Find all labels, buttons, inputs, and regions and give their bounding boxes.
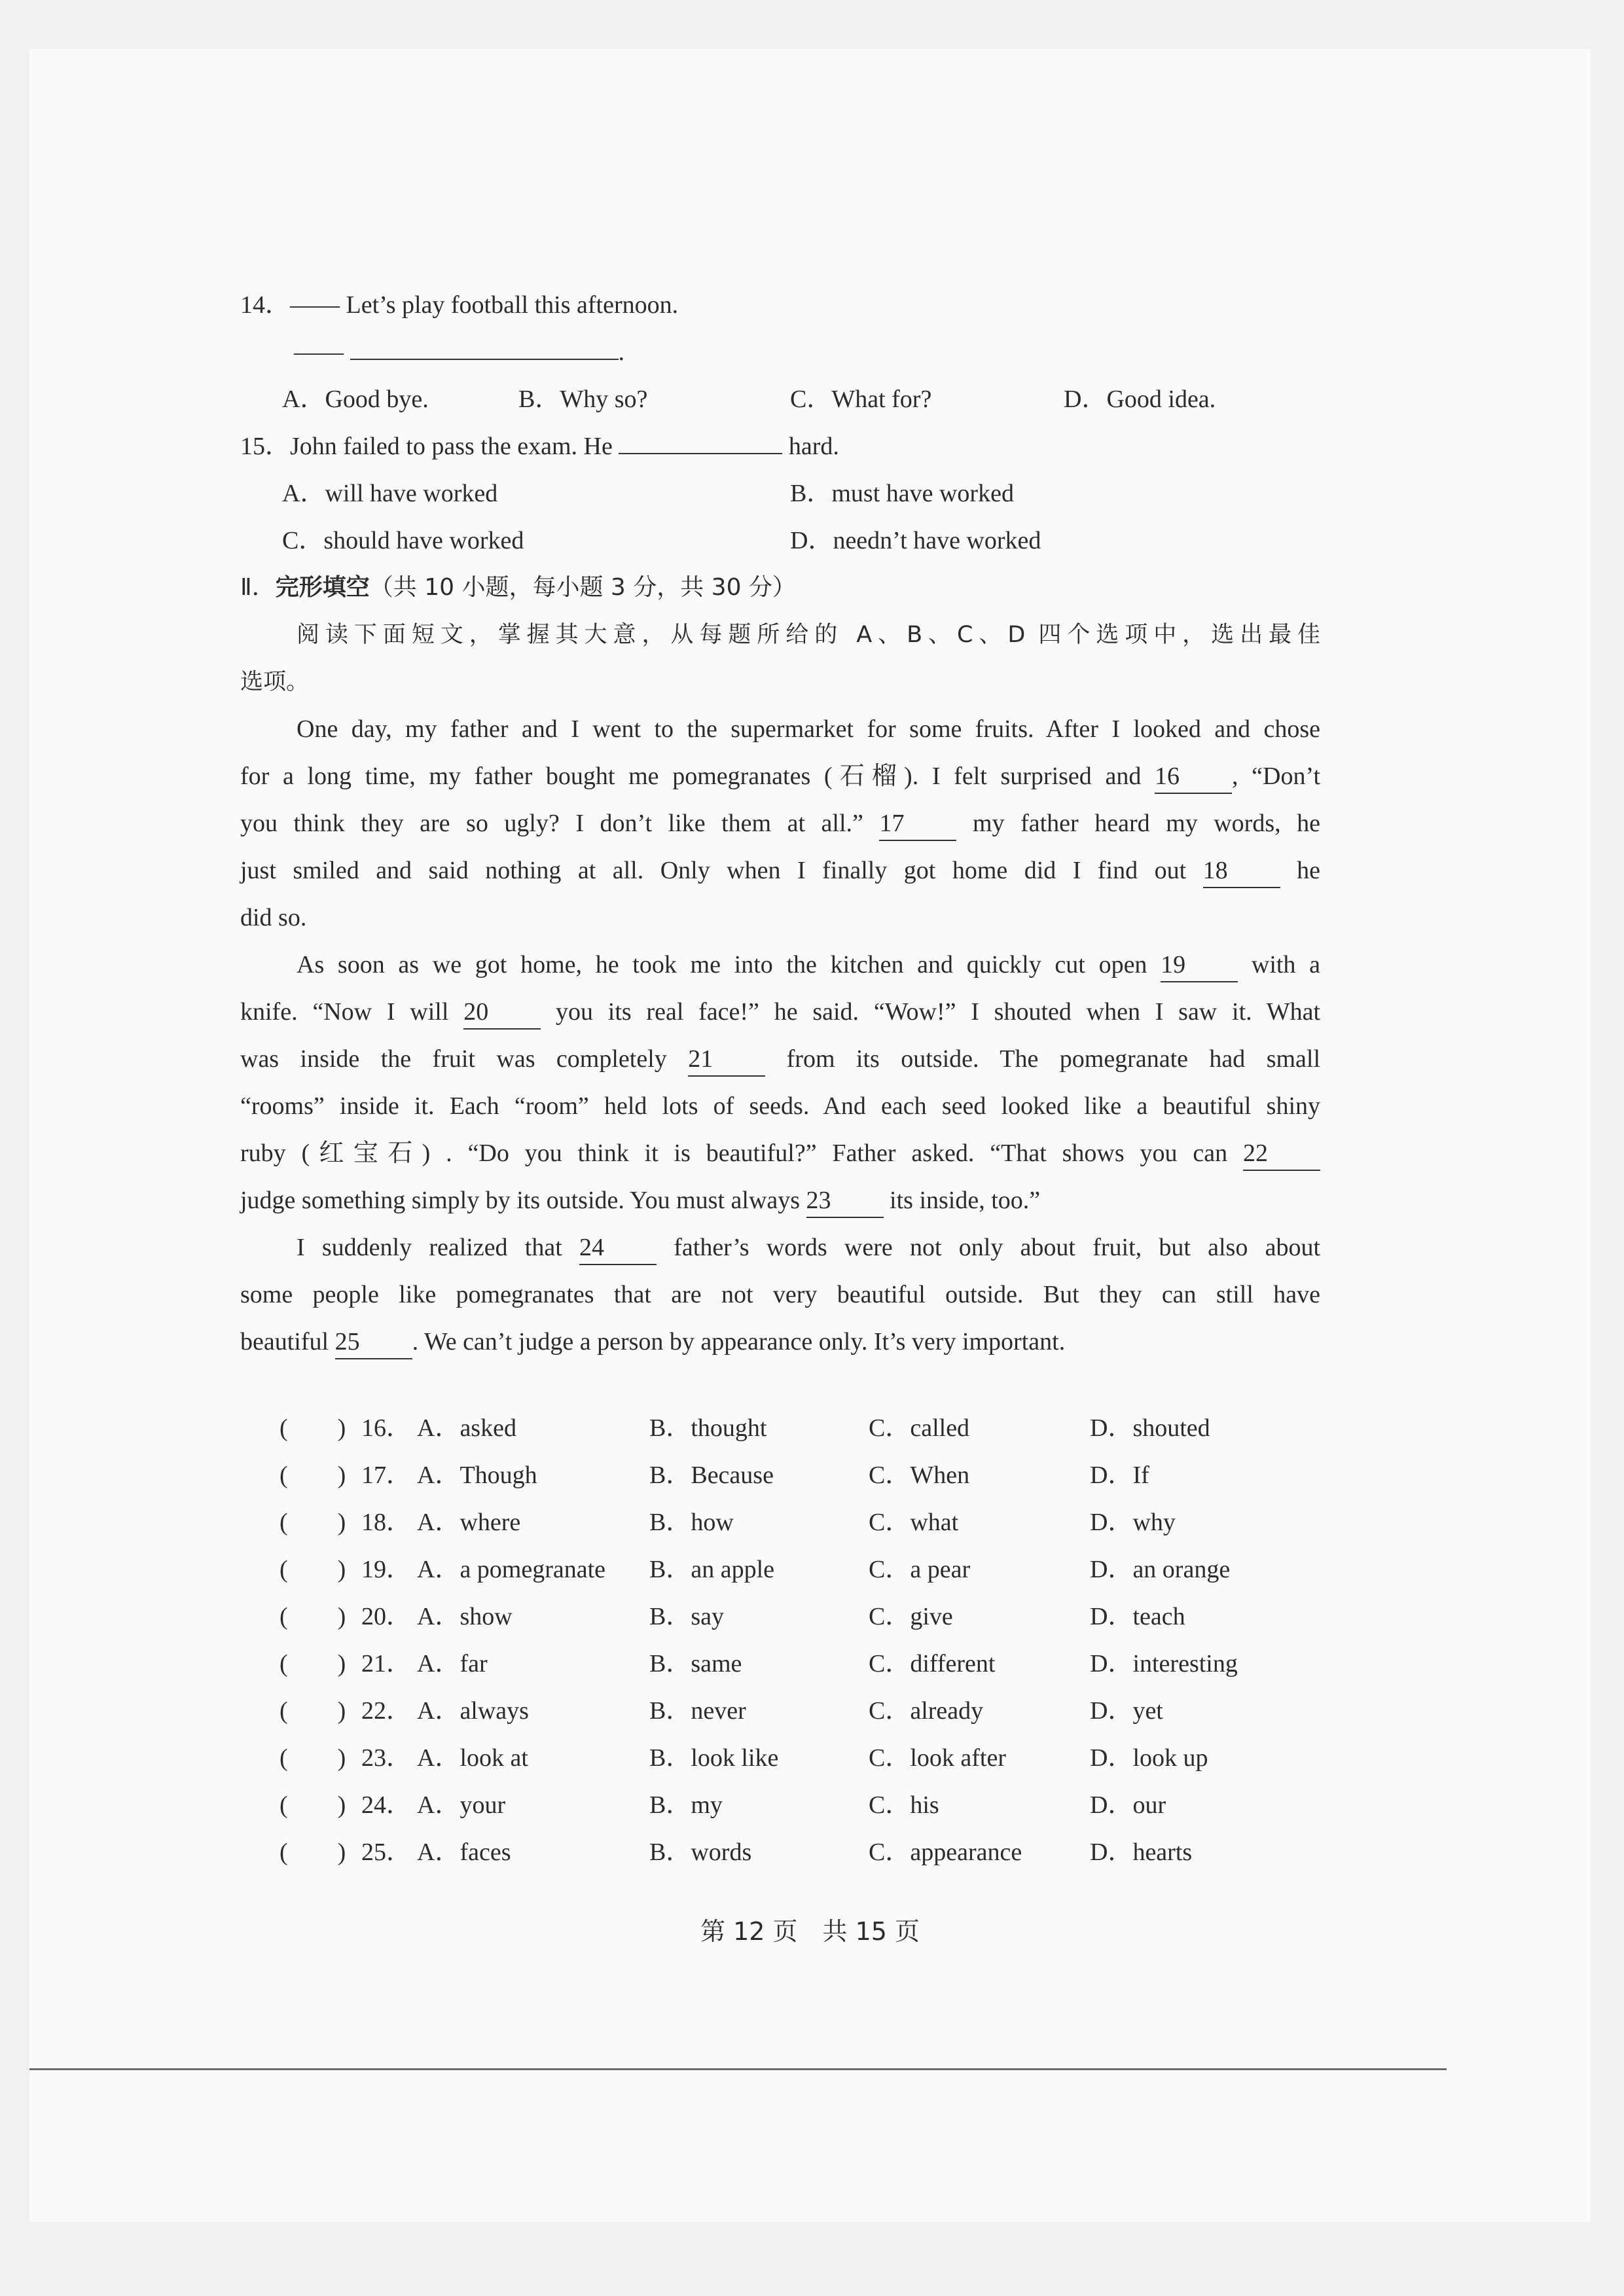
option-d[interactable]: D．why [1090,1509,1176,1536]
option-c[interactable]: C．his [869,1791,939,1819]
passage-text: did so. [240,904,307,931]
answer-paren[interactable]: ( ) [280,1791,346,1819]
passage-text: just smiled and said nothing at all. Only when I finally got home did I find out [240,857,1187,884]
option-c[interactable]: C．look after [869,1744,1007,1772]
q15-option-c[interactable]: C．should have worked [282,527,524,554]
passage-text: I suddenly realized that [297,1234,562,1261]
option-a[interactable]: A．faces [417,1839,511,1866]
option-a[interactable]: A．look at [417,1744,528,1772]
passage-p2-line3 [240,1035,1320,1083]
answer-number: 24． [361,1791,412,1819]
q14-reply-end: . [618,338,624,366]
blank-24[interactable]: 24 [579,1231,657,1265]
passage-p3-line1 [240,1224,1320,1271]
option-a[interactable]: A．where [417,1509,521,1536]
answer-number: 18． [361,1509,412,1536]
section-instruction-line1 [240,611,1320,658]
option-d[interactable]: D．If [1090,1462,1149,1489]
answer-row [240,1499,1320,1546]
passage-p1-line3 [240,800,1320,847]
blank-18[interactable]: 18 [1203,854,1280,888]
question-15-options-row1 [240,470,1320,517]
answer-row [240,1829,1320,1876]
blank-25[interactable]: 25 [335,1325,412,1359]
answer-paren[interactable]: ( ) [280,1556,346,1583]
option-c[interactable]: C．When [869,1462,970,1489]
answer-paren[interactable]: ( ) [280,1414,346,1442]
option-b[interactable]: B．never [649,1697,746,1725]
option-d[interactable]: D．our [1090,1791,1166,1819]
option-b[interactable]: B．look like [649,1744,779,1772]
option-d[interactable]: D．interesting [1090,1650,1238,1677]
exam-page [29,49,1591,2222]
blank-16[interactable]: 16 [1155,760,1232,794]
blank-22[interactable]: 22 [1243,1137,1320,1171]
option-a[interactable]: A．show [417,1603,513,1630]
passage-p3-line2 [240,1271,1320,1318]
passage-p2-line4 [240,1083,1320,1130]
q15-option-d[interactable]: D．needn’t have worked [790,527,1041,554]
answer-paren[interactable]: ( ) [280,1509,346,1536]
passage-p1-line4 [240,847,1320,894]
blank-23[interactable]: 23 [806,1184,884,1218]
q15-option-b[interactable]: B．must have worked [790,480,1014,507]
section-score-note: （共 10 小题，每小题 3 分，共 30 分） [369,574,796,601]
q14-reply-dash: —— [294,338,350,366]
passage-p2-line2 [240,988,1320,1035]
option-a[interactable]: A．asked [417,1414,516,1442]
option-a[interactable]: A．far [417,1650,488,1677]
passage-text: As soon as we got home, he took me into the kitchen and quickly cut open [297,951,1147,978]
option-a[interactable]: A．your [417,1791,506,1819]
answer-row [240,1640,1320,1687]
answer-number: 19． [361,1556,412,1583]
passage-text: from its outside. The pomegranate had small [786,1045,1321,1073]
passage-p2-line6 [240,1177,1320,1224]
option-b[interactable]: B．my [649,1791,723,1819]
passage-text: some people like pomegranates that are not very beautiful outside. But they can still have [240,1281,1320,1308]
answer-row [240,1452,1320,1499]
passage-text: was inside the fruit was completely [240,1045,667,1073]
option-d[interactable]: D．look up [1090,1744,1208,1772]
answer-row [240,1546,1320,1593]
option-b[interactable]: B．same [649,1650,742,1677]
q14-option-c[interactable]: C．What for? [790,386,932,413]
passage-text: . We can’t judge a person by appearance only. It’s very important. [412,1328,1066,1355]
option-c[interactable]: C．appearance [869,1839,1022,1866]
passage-text: you its real face!” he said. “Wow!” I shouted when I saw it. What [555,998,1321,1026]
passage-text: you think they are so ugly? I don’t like them at all.” [240,810,863,837]
option-c[interactable]: C．already [869,1697,984,1725]
answer-row [240,1405,1320,1452]
blank-17[interactable]: 17 [879,807,956,841]
passage-text: beautiful [240,1328,329,1355]
option-b[interactable]: B．an apple [649,1556,775,1583]
answer-number: 25． [361,1839,412,1866]
section-heading [240,564,1320,611]
answer-paren[interactable]: ( ) [280,1650,346,1677]
passage-text: knife. “Now I will [240,998,449,1026]
option-d[interactable]: D．an orange [1090,1556,1231,1583]
answer-number: 20． [361,1603,412,1630]
option-d[interactable]: D．teach [1090,1603,1185,1630]
answer-number: 21． [361,1650,412,1677]
bottom-rule [29,2068,1447,2070]
blank-20[interactable]: 20 [463,996,541,1030]
q15-option-a[interactable]: A．will have worked [282,480,498,507]
passage-text: he [1297,857,1321,884]
passage-p1-line5 [240,894,1320,941]
passage-text: for a long time, my father bought me pomegranates (石榴). I felt surprised and [240,762,1142,790]
answer-paren[interactable]: ( ) [280,1839,346,1866]
q14-stem-text: 14．—— Let’s play football this afternoon. [240,291,679,319]
section-instruction-line2 [240,658,1320,706]
blank-19[interactable]: 19 [1161,948,1238,982]
option-c[interactable]: C．called [869,1414,970,1442]
passage-p2-line1 [240,941,1320,988]
option-b[interactable]: B．thought [649,1414,767,1442]
blank-21[interactable]: 21 [688,1043,765,1077]
answer-number: 22． [361,1697,412,1725]
option-c[interactable]: C．what [869,1509,959,1536]
passage-p1-line1 [240,706,1320,753]
answer-paren[interactable]: ( ) [280,1744,346,1772]
passage-text: father’s words were not only about fruit, but also about [674,1234,1320,1261]
question-15-stem [240,423,1320,470]
q14-answer-blank[interactable] [350,359,619,360]
answer-row [240,1593,1320,1640]
option-c[interactable]: C．a pear [869,1556,971,1583]
option-d[interactable]: D．shouted [1090,1414,1210,1442]
question-14-reply [240,329,1320,376]
answer-number: 16． [361,1414,412,1442]
q14-option-d[interactable]: D．Good idea. [1064,386,1216,413]
answer-paren[interactable]: ( ) [280,1697,346,1725]
answer-paren[interactable]: ( ) [280,1462,346,1489]
question-15-options-row2 [240,517,1320,564]
passage-p1-line2 [240,753,1320,800]
answer-number: 23． [361,1744,412,1772]
option-b[interactable]: B．how [649,1509,734,1536]
passage-text: One day, my father and I went to the supermarket for some fruits. After I looked and chose [297,715,1320,743]
option-d[interactable]: D．yet [1090,1697,1163,1725]
q15-answer-blank[interactable] [619,453,782,454]
instruction-text-1: 阅读下面短文，掌握其大意，从每题所给的 A、B、C、D 四个选项中，选出最佳 [297,622,1320,648]
question-14-stem [240,281,1320,329]
option-b[interactable]: B．say [649,1603,725,1630]
question-14-options [240,376,1320,423]
passage-text: with a [1251,951,1321,978]
section-number: Ⅱ． [240,574,276,601]
q15-stem-start: 15．John failed to pass the exam. He [240,433,613,460]
instruction-text-2: 选项。 [240,669,310,695]
page-footer: 第 12 页 共 15 页 [700,1917,920,1946]
passage-text: its inside, too.” [890,1187,1041,1214]
option-b[interactable]: B．words [649,1839,752,1866]
option-a[interactable]: A．a pomegranate [417,1556,606,1583]
answer-options-table [240,1405,1320,1876]
passage-text: , “Don’t [1232,762,1320,790]
option-c[interactable]: C．give [869,1603,953,1630]
passage-p2-line5 [240,1130,1320,1177]
answer-row [240,1734,1320,1782]
passage-text: ruby (红宝石) . “Do you think it is beautiful?” Father asked. “That shows you can [240,1139,1228,1167]
passage-text: judge something simply by its outside. You must always [240,1187,801,1214]
option-a[interactable]: A．always [417,1697,529,1725]
page-content [240,281,1320,1876]
q15-stem-end: hard. [788,433,839,460]
option-a[interactable]: A．Though [417,1462,537,1489]
q14-option-a[interactable]: A．Good bye. [282,386,429,413]
q14-option-b[interactable]: B．Why so? [518,386,648,413]
passage-text: “rooms” inside it. Each “room” held lots of seeds. And each seed looked like a beautiful shiny [240,1092,1320,1120]
section-title: 完形填空 [275,574,370,601]
passage-p3-line3 [240,1318,1320,1365]
option-b[interactable]: B．Because [649,1462,774,1489]
passage-text: my father heard my words, he [973,810,1321,837]
answer-row [240,1782,1320,1829]
option-d[interactable]: D．hearts [1090,1839,1193,1866]
answer-number: 17． [361,1462,412,1489]
answer-row [240,1687,1320,1734]
answer-paren[interactable]: ( ) [280,1603,346,1630]
option-c[interactable]: C．different [869,1650,996,1677]
